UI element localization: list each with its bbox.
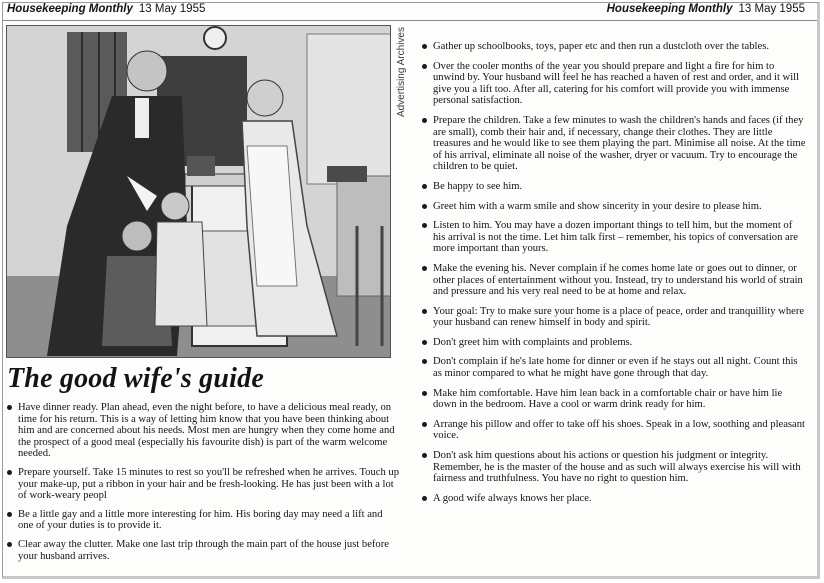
guide-item bbox=[422, 201, 807, 213]
guide-item bbox=[422, 493, 807, 505]
article-headline: The good wife's guide bbox=[7, 363, 264, 394]
newspaper-page bbox=[2, 2, 820, 579]
right-column bbox=[422, 41, 807, 512]
bullet-icon bbox=[422, 118, 427, 123]
guide-item bbox=[422, 263, 807, 298]
guide-item bbox=[422, 61, 807, 107]
guide-item-text: Clear away the clutter. Make one last trip through the main part of the house just before your husband arrives. bbox=[18, 538, 389, 562]
bullet-icon bbox=[422, 453, 427, 458]
guide-item bbox=[422, 450, 807, 485]
bullet-icon bbox=[422, 422, 427, 427]
guide-item bbox=[422, 337, 807, 349]
guide-item-text: Be a little gay and a little more interesting for him. His boring day may need a lift and one of your duties is to provide it. bbox=[18, 508, 383, 532]
bullet-icon bbox=[422, 340, 427, 345]
bullet-icon bbox=[422, 359, 427, 364]
issue-date: 13 May 1955 bbox=[138, 3, 206, 15]
guide-item-text: Make the evening his. Never complain if he comes home late or goes out to dinner, or other places of entertainment without you. Instead, try to understand his world of strain and pressure and his very real need to be at home and relax. bbox=[433, 262, 803, 298]
guide-item bbox=[7, 539, 399, 562]
illustration-drawing bbox=[7, 26, 391, 358]
guide-item bbox=[7, 402, 399, 460]
guide-item-text: A good wife always knows her place. bbox=[433, 492, 592, 504]
guide-item-text: Don't ask him questions about his actions or question his judgment or integrity. Remember, he is the master of the house and as such will always exercise his will with fairness and truthfulness. You have no right to question him. bbox=[433, 450, 801, 485]
guide-item-text: Have dinner ready. Plan ahead, even the night before, to have a delicious meal ready, on time for his return. This is a way of letting him know that you have been thinking about him and are concerned about his needs. Most men are hungry when they come home and the prospect of a good meal (especially his favourite dish) is part of the warm welcome needed. bbox=[18, 402, 395, 460]
bullet-icon bbox=[422, 44, 427, 49]
guide-item bbox=[422, 181, 807, 193]
guide-item-text: Prepare the children. Take a few minutes to wash the children's hands and faces (if they are small), comb their hair and, if necessary, change their clothes. They are little treasures and he would like to see them playing the part. Minimise all noise. At the time of his arrival, eliminate all noise of the washer, dryer or vacuum. Try to encourage the children to be quiet. bbox=[433, 114, 806, 173]
guide-item-text: Gather up schoolbooks, toys, paper etc and then run a dustcloth over the tables. bbox=[433, 41, 769, 52]
guide-item-text: Arrange his pillow and offer to take off his shoes. Speak in a low, soothing and pleasant voice. bbox=[433, 418, 805, 442]
bullet-icon bbox=[422, 266, 427, 271]
guide-item-text: Be happy to see him. bbox=[433, 180, 523, 192]
publication-name: Housekeeping Monthly bbox=[606, 3, 733, 15]
guide-item bbox=[422, 306, 807, 329]
bullet-icon bbox=[422, 64, 427, 69]
bullet-icon bbox=[422, 309, 427, 314]
guide-item-text: Your goal: Try to make sure your home is a place of peace, order and tranquillity where your husband can renew himself in body and spirit. bbox=[433, 305, 805, 329]
guide-item bbox=[7, 509, 399, 532]
bullet-icon bbox=[422, 496, 427, 501]
bullet-icon bbox=[7, 470, 12, 475]
bullet-icon bbox=[422, 184, 427, 189]
issue-date: 13 May 1955 bbox=[738, 3, 805, 15]
guide-item-text: Greet him with a warm smile and show sincerity in your desire to please him. bbox=[433, 200, 762, 212]
bullet-icon bbox=[422, 391, 427, 396]
bullet-icon bbox=[7, 512, 12, 517]
kitchen-illustration bbox=[6, 25, 391, 358]
masthead-rule bbox=[3, 20, 817, 21]
guide-item-text: Make him comfortable. Have him lean back in a comfortable chair or have him lie down in the bedroom. Have a cool or warm drink ready for him. bbox=[433, 387, 783, 411]
image-credit: Advertising Archives bbox=[396, 27, 407, 118]
bullet-icon bbox=[422, 204, 427, 209]
guide-item bbox=[422, 419, 807, 442]
guide-item bbox=[7, 467, 399, 502]
bullet-icon bbox=[7, 542, 12, 547]
left-column bbox=[7, 402, 399, 569]
guide-item bbox=[422, 356, 807, 379]
bullet-icon bbox=[7, 405, 12, 410]
guide-item bbox=[422, 388, 807, 411]
guide-item-text: Over the cooler months of the year you should prepare and light a fire for him to unwind by. Your husband will feel he has reached a haven of rest and order, and it will give you a lift too. After all, catering for his comfort will provide you with immense personal satisfaction. bbox=[433, 60, 800, 107]
guide-item-text: Don't greet him with complaints and problems. bbox=[433, 336, 633, 348]
guide-item bbox=[422, 115, 807, 173]
guide-item-text: Prepare yourself. Take 15 minutes to rest so you'll be refreshed when he arrives. Touch up your make-up, put a ribbon in your hair and be fresh-looking. He has just been with a lot of work-weary peopl bbox=[18, 466, 400, 502]
guide-item-text: Don't complain if he's late home for dinner or even if he stays out all night. Count this as minor compared to what he might have gone through that day. bbox=[433, 356, 798, 380]
masthead-right bbox=[607, 3, 805, 15]
masthead-left bbox=[7, 3, 205, 15]
guide-item-text: Listen to him. You may have a dozen important things to tell him, but the moment of his arrival is not the time. Let him talk first – remember, his topics of conversation are more important than yours. bbox=[433, 220, 798, 255]
publication-name: Housekeeping Monthly bbox=[7, 3, 133, 15]
bullet-icon bbox=[422, 223, 427, 228]
guide-item bbox=[422, 220, 807, 255]
guide-item bbox=[422, 41, 807, 53]
